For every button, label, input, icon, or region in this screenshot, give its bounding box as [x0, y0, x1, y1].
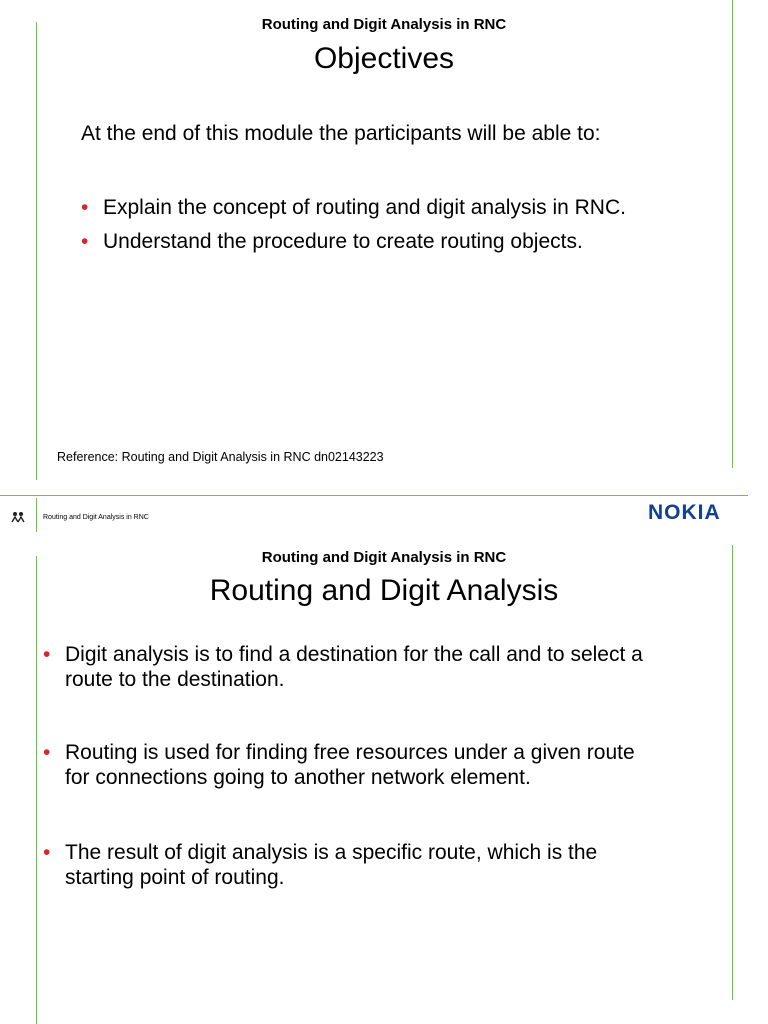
bullet-dot-icon: • [43, 643, 51, 666]
slide2-bullet [43, 740, 635, 790]
slide1-header: Routing and Digit Analysis in RNC [261, 16, 507, 33]
bullet-dot-icon: • [81, 230, 89, 253]
slide1-bullet [81, 196, 626, 220]
slide1-intro: At the end of this module the participants will be able to: [81, 122, 601, 145]
people-icon [11, 510, 25, 522]
left-border-line-top [36, 22, 37, 480]
slide1-bullet-text: Understand the procedure to create routing objects. [103, 230, 583, 253]
bullet-dot-icon: • [43, 741, 51, 764]
slide2-bullet-line: for connections going to another network element. [65, 766, 531, 789]
right-border-line-bottom [732, 545, 733, 1000]
slide2-bullet-line: starting point of routing. [65, 866, 285, 889]
footer-divider-line [0, 495, 748, 496]
slide2-title: Routing and Digit Analysis [209, 574, 559, 607]
footer-text: Routing and Digit Analysis in RNC [43, 514, 149, 521]
slide1-bullet-text: Explain the concept of routing and digit analysis in RNC. [103, 196, 626, 219]
slide2-header: Routing and Digit Analysis in RNC [261, 549, 507, 566]
bullet-dot-icon: • [81, 196, 89, 219]
bullet-dot-icon: • [43, 841, 51, 864]
slide2-bullet-line: Routing is used for finding free resources under a given route [65, 741, 635, 764]
footer-separator-line [36, 498, 37, 532]
slide2-bullet [43, 642, 643, 692]
slide2-bullet-line: route to the destination. [65, 668, 285, 691]
slide2-bullet-line: The result of digit analysis is a specific route, which is the [65, 841, 598, 864]
slide2-bullet [43, 840, 597, 890]
slide1-reference: Reference: Routing and Digit Analysis in RNC dn02143223 [57, 450, 384, 464]
slide2-bullet-line: Digit analysis is to find a destination for the call and to select a [65, 643, 643, 666]
nokia-logo: NOKIA [648, 501, 721, 524]
left-border-line-bottom [36, 556, 37, 1024]
slide1-bullet [81, 230, 583, 254]
slide1-title: Objectives [313, 42, 455, 75]
